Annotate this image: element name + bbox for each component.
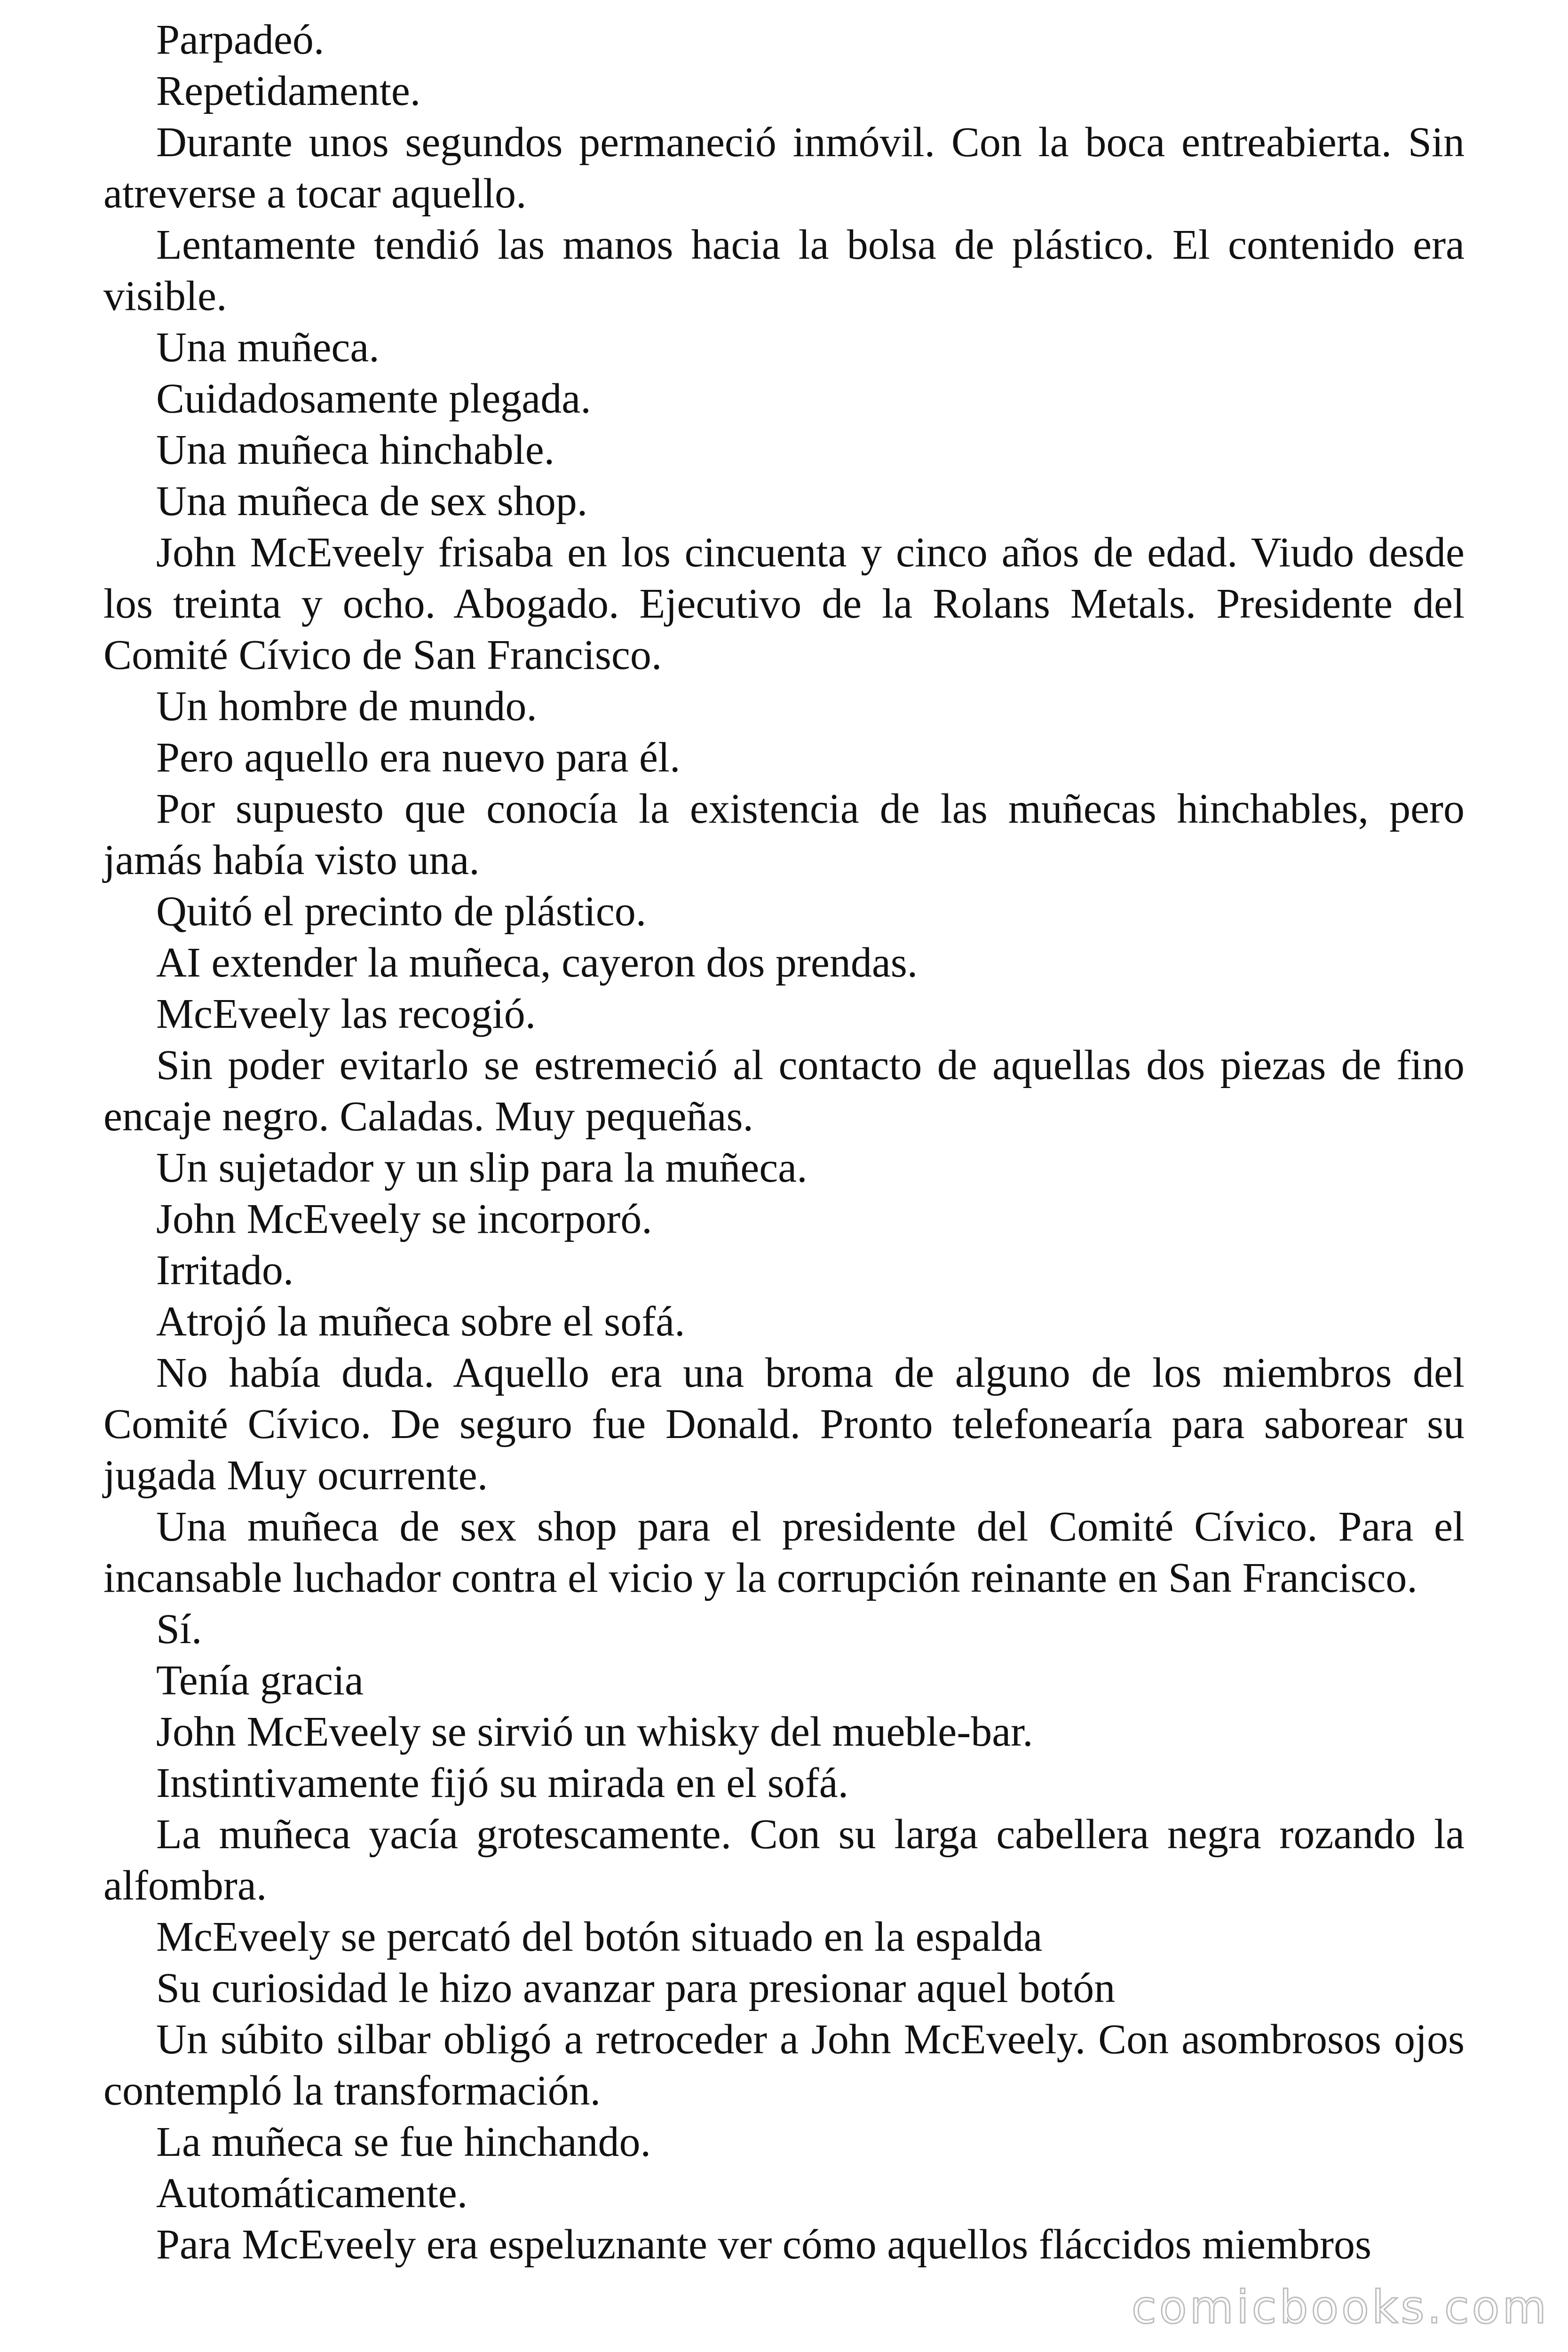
paragraph: Irritado.	[156, 1247, 294, 1294]
paragraph: Sí.	[156, 1606, 202, 1653]
paragraph: McEveely las recogió.	[156, 991, 536, 1037]
paragraph: Un sujetador y un slip para la muñeca.	[156, 1144, 808, 1191]
paragraph: Su curiosidad le hizo avanzar para presionar aquel botón	[156, 1965, 1116, 2011]
paragraph: Una muñeca.	[156, 324, 380, 371]
paragraph: Una muñeca hinchable.	[156, 427, 555, 473]
paragraph: Por supuesto que conocía la existencia de las muñecas hinchables, pero jamás había visto una.	[103, 786, 1465, 883]
paragraph: Lentamente tendió las manos hacia la bolsa de plástico. El contenido era visible.	[103, 222, 1465, 319]
paragraph: No había duda. Aquello era una broma de alguno de los miembros del Comité Cívico. De seguro fue Donald. Pronto telefonearía para saborear su jugada Muy ocurrente.	[103, 1350, 1465, 1499]
text-body	[103, 14, 1465, 2270]
paragraph: Repetidamente.	[156, 68, 421, 114]
paragraph: Un hombre de mundo.	[156, 683, 537, 730]
paragraph: Durante unos segundos permaneció inmóvil. Con la boca entreabierta. Sin atreverse a tocar aquello.	[103, 119, 1465, 217]
paragraph: Pero aquello era nuevo para él.	[156, 734, 681, 781]
watermark-logo: comicbooks.com	[1131, 2281, 1549, 2334]
paragraph: La muñeca se fue hinchando.	[156, 2119, 651, 2165]
paragraph: Quitó el precinto de plástico.	[156, 888, 647, 935]
paragraph: Una muñeca de sex shop para el presidente del Comité Cívico. Para el incansable luchador contra el vicio y la corrupción reinante en San Francisco.	[103, 1503, 1465, 1601]
paragraph: Una muñeca de sex shop.	[156, 478, 588, 524]
paragraph: Para McEveely era espeluznante ver cómo aquellos fláccidos miembros	[156, 2221, 1371, 2268]
paragraph: La muñeca yacía grotescamente. Con su larga cabellera negra rozando la alfombra.	[103, 1811, 1465, 1909]
paragraph: Atrojó la muñeca sobre el sofá.	[156, 1298, 685, 1345]
paragraph: McEveely se percató del botón situado en la espalda	[156, 1914, 1043, 1960]
paragraph: Sin poder evitarlo se estremeció al contacto de aquellas dos piezas de fino encaje negro. Caladas. Muy pequeñas.	[103, 1042, 1465, 1140]
paragraph: Automáticamente.	[156, 2170, 468, 2217]
paragraph: AI extender la muñeca, cayeron dos prendas.	[156, 939, 918, 986]
paragraph: John McEveely frisaba en los cincuenta y cinco años de edad. Viudo desde los treinta y ocho. Abogado. Ejecutivo de la Rolans Metals. Presidente del Comité Cívico de San Francisco.	[103, 529, 1465, 678]
paragraph: Un súbito silbar obligó a retroceder a John McEveely. Con asombrosos ojos contempló la transformación.	[103, 2016, 1465, 2114]
paragraph: Cuidadosamente plegada.	[156, 375, 591, 422]
paragraph: Instintivamente fijó su mirada en el sofá.	[156, 1760, 849, 1806]
paragraph: Tenía gracia	[156, 1657, 364, 1704]
paragraph: John McEveely se incorporó.	[156, 1196, 652, 1242]
paragraph: Parpadeó.	[156, 16, 325, 63]
paragraph: John McEveely se sirvió un whisky del mueble-bar.	[156, 1708, 1033, 1755]
